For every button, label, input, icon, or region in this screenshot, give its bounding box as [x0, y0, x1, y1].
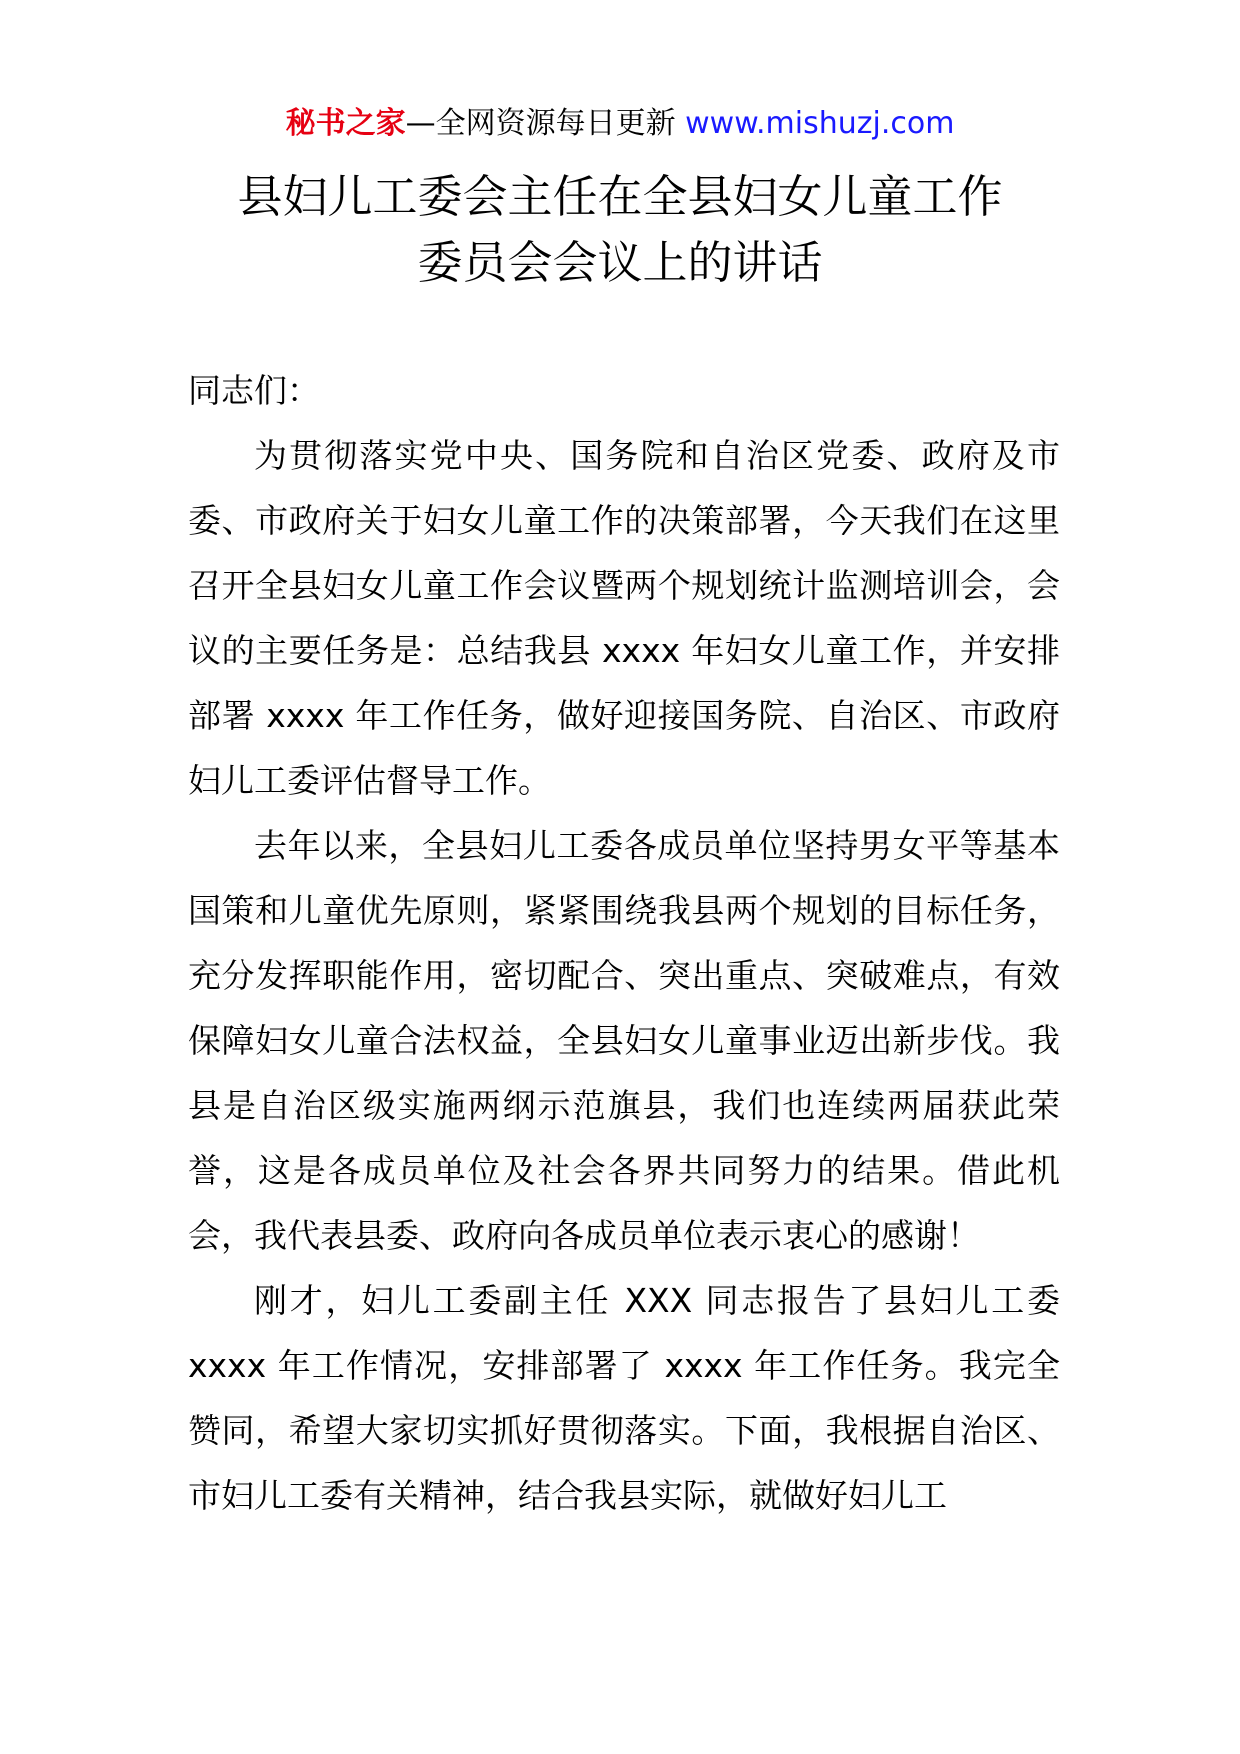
brand-name: 秘书之家 — [285, 106, 406, 141]
document-title — [0, 164, 1240, 296]
title-line-2: 委员会会议上的讲话 — [417, 236, 823, 289]
header-tagline: —全网资源每日更新 — [405, 106, 686, 141]
site-url-link[interactable]: www.mishuzj.com — [685, 106, 955, 141]
paragraph-3: 刚才，妇儿工委副主任 XXX 同志报告了县妇儿工委 xxxx 年工作情况，安排部署了 xxxx 年工作任务。我完全赞同，希望大家切实抓好贯彻落实。下面，我根据自治区、市妇儿工委有关精神，结合我县实际，就做好妇儿工 — [188, 1281, 1060, 1515]
document-body — [188, 358, 1060, 1528]
paragraph-1: 为贯彻落实党中央、国务院和自治区党委、政府及市委、市政府关于妇女儿童工作的决策部署，今天我们在这里召开全县妇女儿童工作会议暨两个规划统计监测培训会，会议的主要任务是：总结我县 xxxx 年妇女儿童工作，并安排部署 xxxx 年工作任务，做好迎接国务院、自治区、市政府妇儿工委评估督导工作。 — [188, 436, 1060, 800]
title-line-1: 县妇儿工委会主任在全县妇女儿童工作 — [237, 170, 1003, 223]
site-header — [0, 104, 1240, 144]
salutation: 同志们： — [188, 371, 320, 410]
paragraph-2: 去年以来，全县妇儿工委各成员单位坚持男女平等基本国策和儿童优先原则，紧紧围绕我县两个规划的目标任务，充分发挥职能作用，密切配合、突出重点、突破难点，有效保障妇女儿童合法权益，全县妇女儿童事业迈出新步伐。我县是自治区级实施两纲示范旗县，我们也连续两届获此荣誉，这是各成员单位及社会各界共同努力的结果。借此机会，我代表县委、政府向各成员单位表示衷心的感谢！ — [188, 826, 1060, 1255]
